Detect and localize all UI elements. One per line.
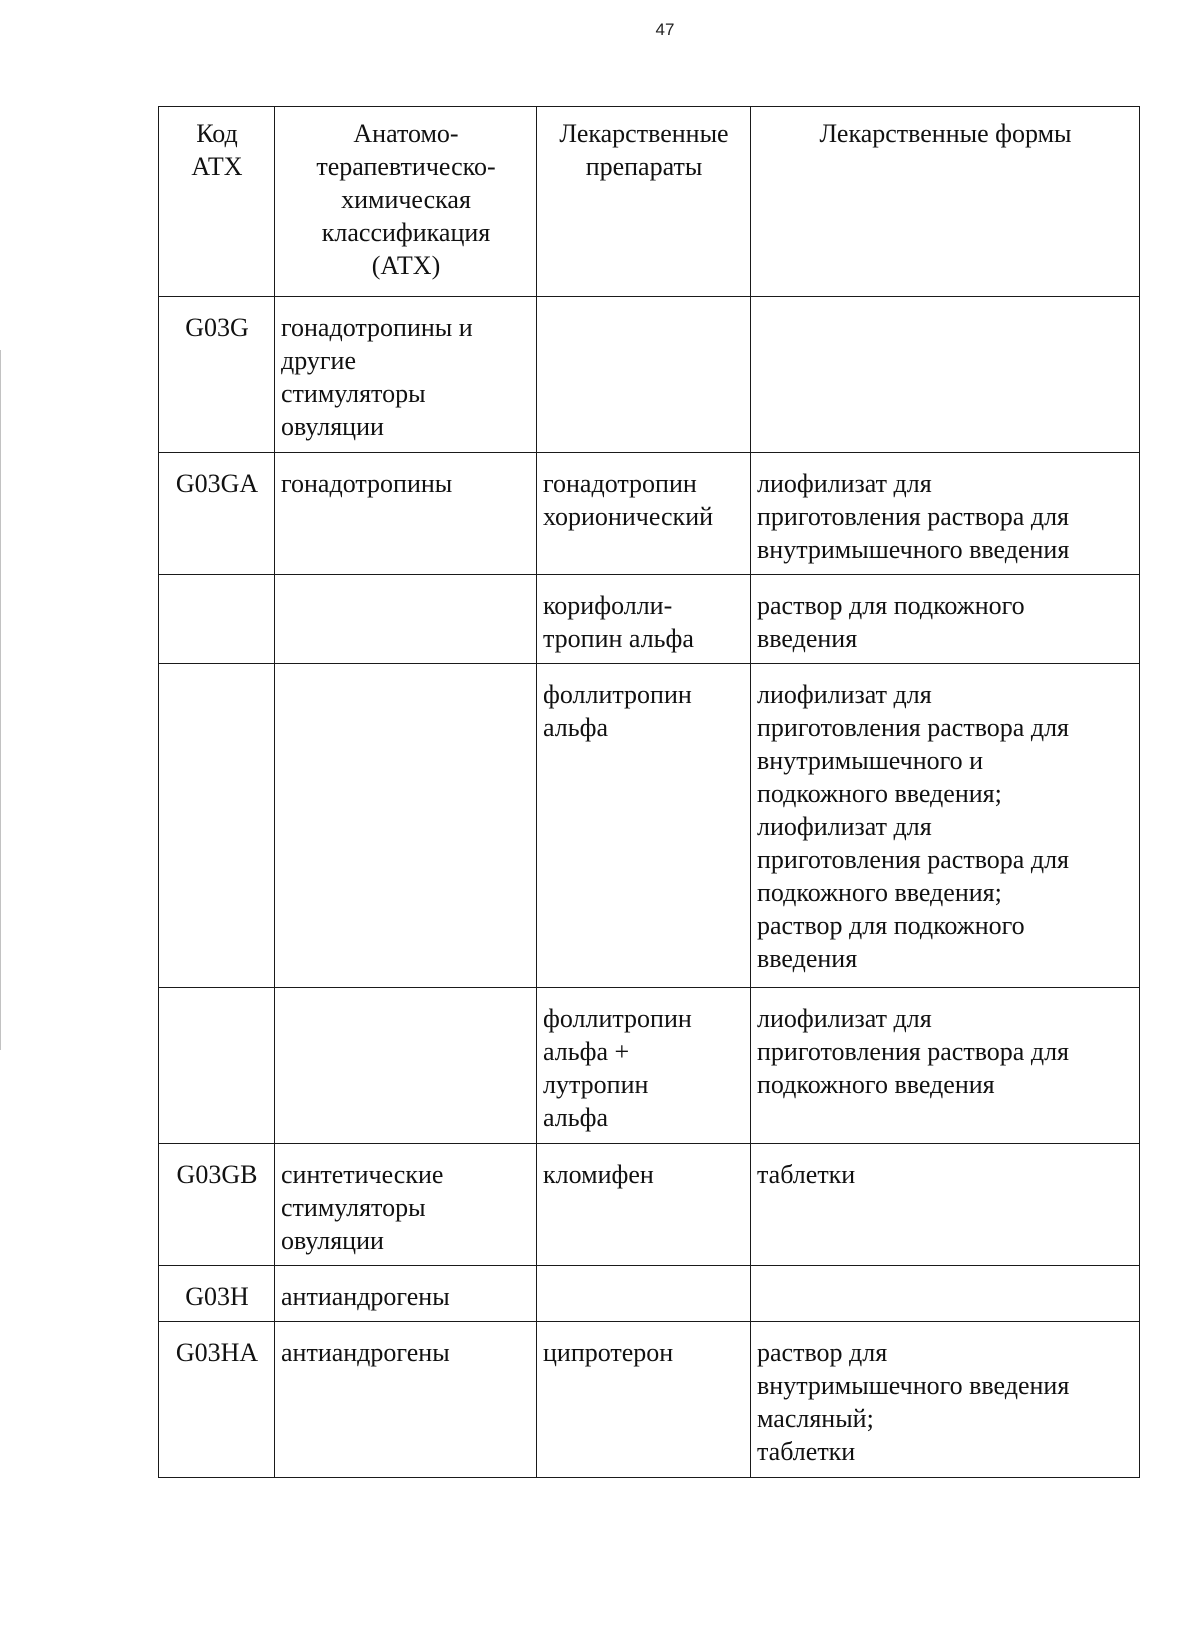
- atc-code-cell: G03G: [159, 297, 275, 453]
- drug-cell: фоллитропин альфа + лутропин альфа: [537, 988, 751, 1144]
- classification-cell: [275, 575, 537, 664]
- atc-code-cell: G03H: [159, 1266, 275, 1322]
- page-number: 47: [655, 20, 675, 39]
- classification-cell: синтетические стимуляторы овуляции: [275, 1144, 537, 1266]
- dosage-form-cell: лиофилизат для приготовления раствора для внутримышечного введения: [751, 453, 1140, 575]
- dosage-form-cell: раствор для внутримышечного введения масляный; таблетки: [751, 1322, 1140, 1478]
- header-atc-classification: Анатомо- терапевтическо- химическая классификация (АТХ): [275, 107, 537, 297]
- table-row: [159, 1144, 1140, 1266]
- table-row: [159, 1322, 1140, 1478]
- classification-cell: [275, 988, 537, 1144]
- scan-edge-line: [0, 350, 1, 1050]
- classification-cell: [275, 664, 537, 988]
- dosage-form-cell: таблетки: [751, 1144, 1140, 1266]
- table-row: [159, 988, 1140, 1144]
- classification-cell: гонадотропины: [275, 453, 537, 575]
- atc-code-cell: G03GB: [159, 1144, 275, 1266]
- drug-cell: [537, 1266, 751, 1322]
- table-header-row: [159, 107, 1140, 297]
- atc-code-cell: G03HA: [159, 1322, 275, 1478]
- dosage-form-cell: лиофилизат для приготовления раствора для подкожного введения: [751, 988, 1140, 1144]
- classification-cell: антиандрогены: [275, 1322, 537, 1478]
- dosage-form-cell: [751, 297, 1140, 453]
- drug-cell: [537, 297, 751, 453]
- header-atc-code: Код АТХ: [159, 107, 275, 297]
- table-row: [159, 453, 1140, 575]
- drug-cell: ципротерон: [537, 1322, 751, 1478]
- dosage-form-cell: лиофилизат для приготовления раствора для внутримышечного и подкожного введения; лиофилизат для приготовления раствора для подкожного введения; раствор для подкожного введения: [751, 664, 1140, 988]
- atc-code-cell: G03GA: [159, 453, 275, 575]
- classification-cell: антиандрогены: [275, 1266, 537, 1322]
- drug-cell: корифолли- тропин альфа: [537, 575, 751, 664]
- table-row: [159, 297, 1140, 453]
- table-row: [159, 1266, 1140, 1322]
- drug-cell: гонадотропин хорионический: [537, 453, 751, 575]
- table-row: [159, 575, 1140, 664]
- classification-cell: гонадотропины и другие стимуляторы овуляции: [275, 297, 537, 453]
- table-row: [159, 664, 1140, 988]
- dosage-form-cell: [751, 1266, 1140, 1322]
- header-dosage-forms: Лекарственные формы: [751, 107, 1140, 297]
- drug-cell: фоллитропин альфа: [537, 664, 751, 988]
- dosage-form-cell: раствор для подкожного введения: [751, 575, 1140, 664]
- atc-code-cell: [159, 575, 275, 664]
- atc-code-cell: [159, 988, 275, 1144]
- drug-cell: кломифен: [537, 1144, 751, 1266]
- atc-code-cell: [159, 664, 275, 988]
- header-drugs: Лекарственные препараты: [537, 107, 751, 297]
- atc-drug-table: [158, 106, 1140, 1478]
